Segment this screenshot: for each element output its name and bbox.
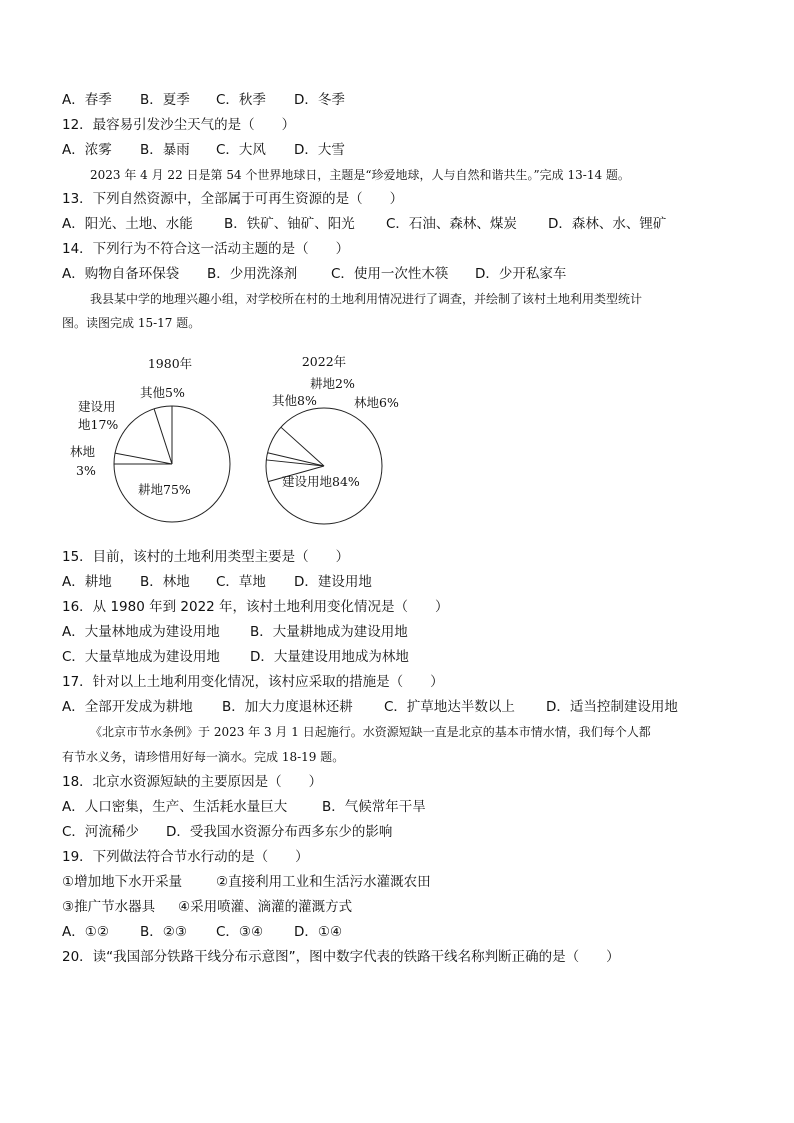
q19-option-c: C．③④ <box>216 924 264 940</box>
q12-option-a: A．浓雾 <box>62 142 112 158</box>
intro-18-19-line1: 《北京市节水条例》于 2023 年 3 月 1 日起施行。水资源短缺一直是北京的基本市情水情，我们每个人都 <box>90 725 651 739</box>
q16-option-d: D．大量建设用地成为林地 <box>250 649 409 665</box>
q19-option-a: A．①② <box>62 924 109 940</box>
q17-options <box>62 698 678 716</box>
label-2022-other: 其他8% <box>272 393 317 408</box>
q19-item-1: ①增加地下水开采量 <box>62 874 183 890</box>
q16-options-row2 <box>62 648 409 666</box>
q12-option-d: D．大雪 <box>294 142 345 158</box>
q15-option-d: D．建设用地 <box>294 574 372 590</box>
q18-option-b: B．气候常年干旱 <box>322 799 426 815</box>
label-2022-construction: 建设用地84% <box>282 474 360 489</box>
q17-option-b: B．加大力度退林还耕 <box>222 699 353 715</box>
q19-option-d: D．①④ <box>294 924 343 940</box>
land-use-pie-charts <box>62 352 402 537</box>
q18-stem: 18．北京水资源短缺的主要原因是（ ） <box>62 774 323 790</box>
label-2022-farmland: 耕地2% <box>310 376 355 391</box>
q19-item-4: ④采用喷灌、滴灌的灌溉方式 <box>178 899 353 915</box>
label-2022-forest: 林地6% <box>354 395 399 410</box>
q17-option-d: D．适当控制建设用地 <box>546 699 678 715</box>
q13-option-a: A．阳光、土地、水能 <box>62 216 193 232</box>
intro-13-14: 2023 年 4 月 22 日是第 54 个世界地球日，主题是“珍爱地球，人与自然和谐共生。”完成 13-14 题。 <box>90 168 630 182</box>
label-1980-construction-b: 地17% <box>78 417 119 432</box>
q16-option-c: C．大量草地成为建设用地 <box>62 649 220 665</box>
q18-options-row2 <box>62 823 392 841</box>
q16-option-b: B．大量耕地成为建设用地 <box>250 624 408 640</box>
intro-15-17-line2: 图。读图完成 15-17 题。 <box>62 316 201 330</box>
q13-options <box>62 215 666 233</box>
chart-title-1980: 1980年 <box>147 356 193 371</box>
q19-option-b: B．②③ <box>140 924 187 940</box>
q11-option-c: C．秋季 <box>216 92 266 108</box>
q14-option-a: A．购物自备环保袋 <box>62 266 180 282</box>
q15-options <box>62 573 372 591</box>
chart-title-2022: 2022年 <box>301 354 347 369</box>
q19-item-2: ②直接利用工业和生活污水灌溉农田 <box>216 874 431 890</box>
q18-option-d: D．受我国水资源分布西多东少的影响 <box>166 824 393 840</box>
q16-option-a: A．大量林地成为建设用地 <box>62 624 220 640</box>
q19-items-row1 <box>62 873 431 891</box>
q14-stem: 14．下列行为不符合这一活动主题的是（ ） <box>62 241 350 257</box>
label-1980-forest-a: 林地 <box>70 444 96 459</box>
q16-options-row1 <box>62 623 408 641</box>
q11-option-b: B．夏季 <box>140 92 190 108</box>
q19-options <box>62 923 342 941</box>
intro-15-17-line1: 我县某中学的地理兴趣小组，对学校所在村的土地利用情况进行了调查，并绘制了该村土地利用类型统计 <box>90 292 643 306</box>
q15-option-a: A．耕地 <box>62 574 112 590</box>
q18-options-row1 <box>62 798 426 816</box>
q16-stem: 16．从 1980 年到 2022 年，该村土地利用变化情况是（ ） <box>62 599 449 615</box>
q12-option-b: B．暴雨 <box>140 142 190 158</box>
q14-options <box>62 265 566 283</box>
q19-item-3: ③推广节水器具 <box>62 899 156 915</box>
q13-stem: 13．下列自然资源中，全部属于可再生资源的是（ ） <box>62 191 404 207</box>
q20-stem: 20．读“我国部分铁路干线分布示意图”，图中数字代表的铁路干线名称判断正确的是（ ） <box>62 949 620 965</box>
q19-stem: 19．下列做法符合节水行动的是（ ） <box>62 849 309 865</box>
q18-option-a: A．人口密集，生产、生活耗水量巨大 <box>62 799 288 815</box>
q14-option-b: B．少用洗涤剂 <box>207 266 298 282</box>
q12-options <box>62 141 345 159</box>
label-1980-construction-a: 建设用 <box>78 399 116 414</box>
q17-option-a: A．全部开发成为耕地 <box>62 699 193 715</box>
q11-option-a: A．春季 <box>62 92 112 108</box>
q17-stem: 17．针对以上土地利用变化情况，该村应采取的措施是（ ） <box>62 674 444 690</box>
q18-option-c: C．河流稀少 <box>62 824 139 840</box>
q15-stem: 15．目前，该村的土地利用类型主要是（ ） <box>62 549 350 565</box>
q11-option-d: D．冬季 <box>294 92 345 108</box>
intro-18-19-line2: 有节水义务，请珍惜用好每一滴水。完成 18-19 题。 <box>62 750 345 764</box>
label-1980-farmland: 耕地75% <box>138 482 191 497</box>
label-1980-other: 其他5% <box>140 385 185 400</box>
q11-options <box>62 91 345 109</box>
q17-option-c: C．扩草地达半数以上 <box>384 699 515 715</box>
q15-option-c: C．草地 <box>216 574 266 590</box>
q14-option-d: D．少开私家车 <box>475 266 567 282</box>
q14-option-c: C．使用一次性木筷 <box>331 266 449 282</box>
pie-2022 <box>266 408 382 524</box>
q12-stem: 12．最容易引发沙尘天气的是（ ） <box>62 117 296 133</box>
q13-option-d: D．森林、水、锂矿 <box>548 216 667 232</box>
pie-1980 <box>114 406 230 522</box>
q19-items-row2 <box>62 898 352 916</box>
label-1980-forest-b: 3% <box>76 463 96 478</box>
q13-option-c: C．石油、森林、煤炭 <box>386 216 517 232</box>
q15-option-b: B．林地 <box>140 574 190 590</box>
q13-option-b: B．铁矿、铀矿、阳光 <box>224 216 355 232</box>
q12-option-c: C．大风 <box>216 142 266 158</box>
